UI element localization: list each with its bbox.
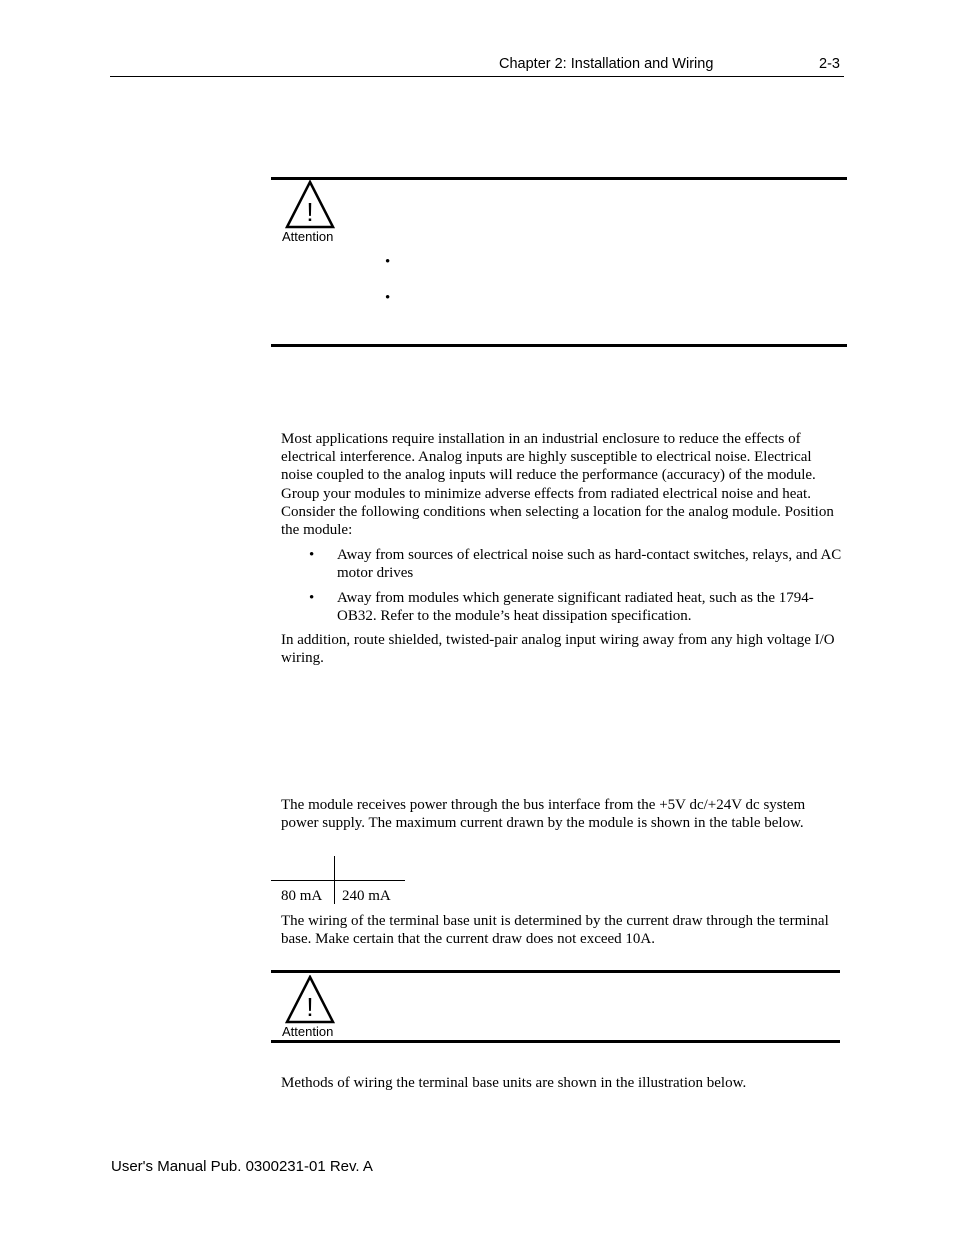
location-bullet-list: [281, 546, 846, 625]
attention-label: Attention: [282, 1024, 334, 1039]
attention-box-bottom-rule: [271, 344, 847, 347]
header-rule: [110, 76, 844, 77]
wiring-paragraph: Methods of wiring the terminal base units are shown in the illustration below.: [281, 1075, 747, 1091]
table-cell-24v-current: 240 mA: [342, 888, 391, 904]
attention-bullet: •: [385, 290, 391, 306]
warning-triangle-icon: [285, 180, 335, 230]
attention-box-top-rule: [271, 177, 847, 180]
footer-publication: User's Manual Pub. 0300231-01 Rev. A: [111, 1158, 373, 1175]
svg-text:!: !: [306, 992, 314, 1022]
attention-label: Attention: [282, 229, 334, 244]
list-item: • Away from modules which generate significant radiated heat, such as the 1794-OB32. Refer to the module’s heat dissipation specification.: [281, 589, 846, 625]
current-draw-paragraph: The wiring of the terminal base unit is determined by the current draw through the terminal base. Make certain that the current draw does not exceed 10A.: [281, 913, 829, 948]
table-cell-5v-current: 80 mA: [281, 888, 323, 904]
location-paragraph: Most applications require installation in an industrial enclosure to reduce the effects of electrical interference. Analog inputs are highly susceptible to electrical noise. Electrical noise coupled to the analog inputs will reduce the performance (accuracy) of the module. Group your modules to minimize adverse effects from radiated electrical noise and heat. Consider the following conditions when selecting a location for the analog module. Position the module:: [281, 431, 834, 539]
location-closing-paragraph: In addition, route shielded, twisted-pair analog input wiring away from any high voltage I/O wiring.: [281, 632, 835, 667]
attention-box-top-rule: [271, 970, 840, 973]
location-section: [281, 430, 846, 667]
list-item: • Away from sources of electrical noise such as hard-contact switches, relays, and AC motor drives: [281, 546, 846, 582]
power-paragraph: The module receives power through the bus interface from the +5V dc/+24V dc system power supply. The maximum current drawn by the module is shown in the table below.: [281, 797, 806, 832]
warning-triangle-icon: [285, 975, 335, 1025]
chapter-title: Chapter 2: Installation and Wiring: [499, 56, 714, 72]
svg-text:!: !: [306, 197, 314, 227]
attention-box-bottom-rule: [271, 1040, 840, 1043]
table-header-rule: [271, 880, 405, 881]
page-number: 2-3: [819, 56, 840, 72]
attention-bullet: •: [385, 254, 391, 270]
